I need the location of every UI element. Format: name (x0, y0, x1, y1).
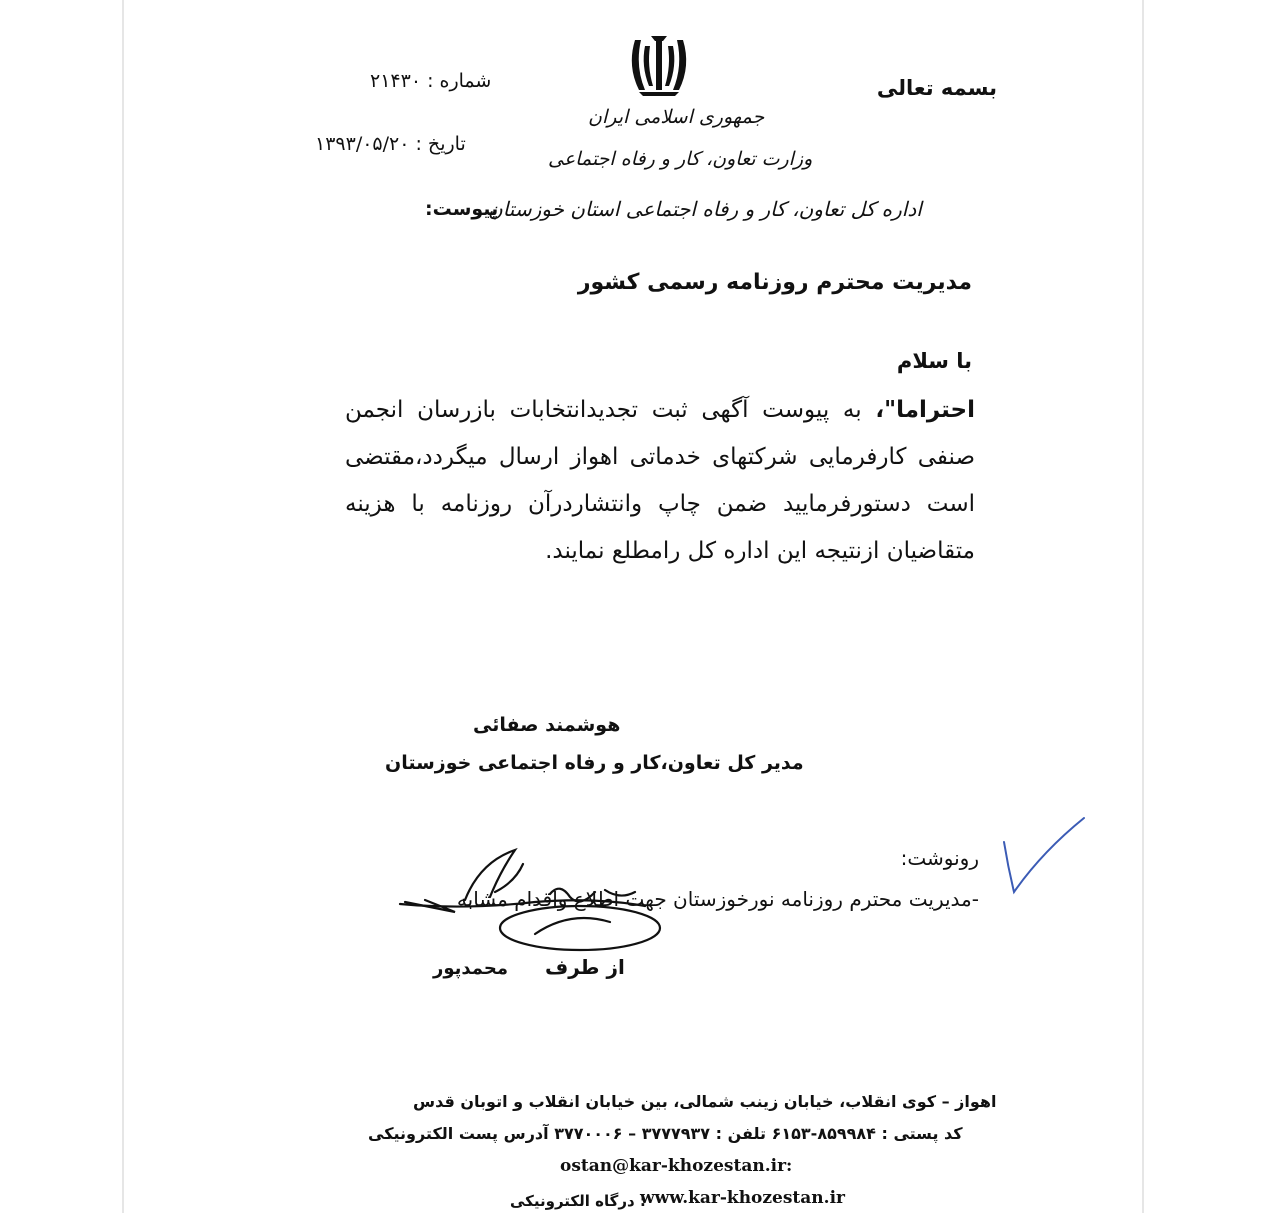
cc-label: رونوشت: (900, 846, 979, 870)
cc-line: -مدیریت محترم روزنامه نورخوزستان جهت اطلاع واقدام مشابه (456, 887, 979, 911)
body-lead: احتراما"، (875, 397, 975, 423)
footer-contact: کد پستی : ۸۵۹۹۸۴-۶۱۵۳ تلفن : ۳۷۷۷۹۳۷ – ۳۷۷۰۰۰۶ آدرس پست الکترونیکی (368, 1124, 963, 1143)
greeting: با سلام (896, 349, 972, 373)
invocation: بسمه تعالی (876, 76, 997, 100)
iran-emblem-icon (625, 32, 693, 100)
letterhead-line-1: جمهوری اسلامی ایران (588, 106, 765, 128)
signatory-name: هوشمند صفائی (473, 714, 621, 736)
attachment-label: پیوست: (425, 198, 499, 220)
pen-checkmark-icon (1002, 812, 1087, 902)
body-text: به پیوست آگهی ثبت تجدیدانتخابات بازرسان انجمن صنفی کارفرمایی شرکتهای خدماتی اهواز ارسال میگردد،مقتضی است دستورفرمایید ضمن چاپ وانتشاردرآن روزنامه با هزینه متقاضیان ازنتیجه این اداره کل رامطلع نمایند. (345, 397, 975, 564)
on-behalf-label: از طرف (545, 955, 625, 979)
letter-date: تاریخ : ۱۳۹۳/۰۵/۲۰ (315, 133, 466, 155)
footer-website: www.kar-khozestan.ir (640, 1188, 845, 1208)
letter-body (345, 387, 975, 575)
signatory-title: مدیر کل تعاون،کار و رفاه اجتماعی خوزستان (385, 752, 804, 774)
footer-website-label: : درگاه الکترونیکی (510, 1192, 646, 1210)
letter-number: شماره : ۲۱۴۳۰ (370, 70, 492, 92)
letterhead-line-3: اداره کل تعاون، کار و رفاه اجتماعی استان خوزستان (488, 197, 922, 221)
handwritten-signature-icon (395, 842, 665, 954)
letterhead-line-2: وزارت تعاون، کار و رفاه اجتماعی (548, 148, 813, 170)
page-edge-right (1142, 0, 1144, 1213)
recipient: مدیریت محترم روزنامه رسمی کشور (577, 270, 972, 295)
page-edge-left (122, 0, 124, 1213)
footer-address: اهواز – کوی انقلاب، خیابان زینب شمالی، بین خیابان انقلاب و اتوبان قدس (413, 1092, 997, 1111)
signed-by: محمدپور (433, 958, 508, 979)
footer-email: ostan@kar-khozestan.ir: (560, 1156, 793, 1176)
